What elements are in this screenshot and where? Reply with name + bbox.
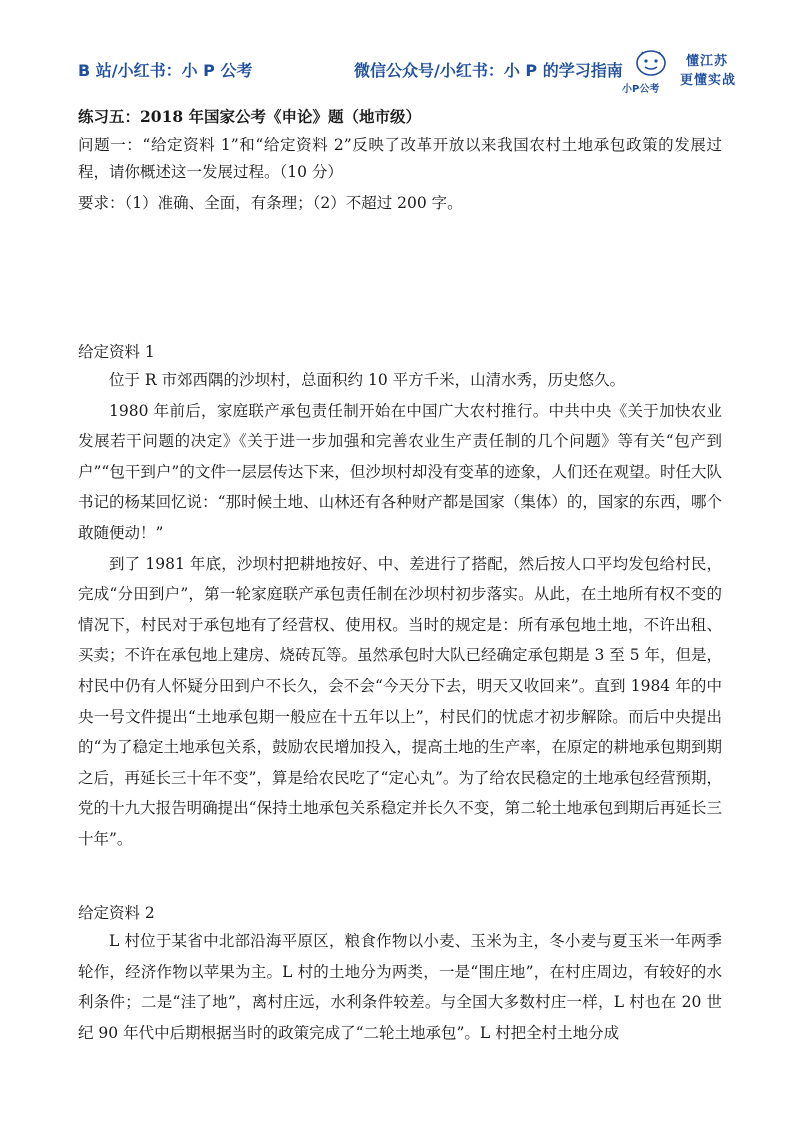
exercise-title: 练习五：2018 年国家公考《申论》题（地市级）: [78, 107, 422, 126]
material-2-title: 给定资料 2: [78, 904, 155, 922]
paragraph: L 村位于某省中北部沿海平原区，粮食作物以小麦、玉米为主，冬小麦与夏玉米一年两季轮作，经济作物以苹果为主。L 村的土地分为两类，一是“围庄地”，在村庄周边，有较好的水利条件；二是“洼了地”，离村庄远，水利条件较差。与全国大多数村庄一样，L 村也在 20 世纪 90 年代中后期根据当时的政策完成了“二轮土地承包”。L 村把全村土地分成: [78, 932, 722, 1042]
paragraph: 1980 年前后，家庭联产承包责任制开始在中国广大农村推行。中共中央《关于加快农业发展若干问题的决定》《关于进一步加强和完善农业生产责任制的几个问题》等有关“包产到户”“包干到户”的文件一层层传达下来，但沙坝村却没有变革的迹象，人们还在观望。时任大队书记的杨某回忆说：“那时候土地、山林还有各种财产都是国家（集体）的，国家的东西，哪个敢随便动！”: [78, 401, 722, 542]
question-text: 问题一：“给定资料 1”和“给定资料 2”反映了改革开放以来我国农村土地承包政策的发展过程，请你概述这一发展过程。（10 分）: [78, 136, 722, 181]
exercise-section: [78, 104, 722, 217]
header-left-text: B 站/小红书：小 P 公考: [78, 61, 253, 80]
logo-slogan-line2: 更懂实战: [680, 73, 737, 88]
logo-slogan: [680, 52, 737, 90]
logo-slogan-line1: 懂江苏: [686, 54, 729, 69]
paragraph: 到了 1981 年底，沙坝村把耕地按好、中、差进行了搭配，然后按人口平均发包给村民，完成“分田到户”，第一轮家庭联产承包责任制在沙坝村初步落实。从此，在土地所有权不变的情况下，村民对于承包地有了经营权、使用权。当时的规定是：所有承包地土地，不许出租、买卖；不许在承包地上建房、烧砖瓦等。虽然承包时大队已经确定承包期是 3 至 5 年，但是，村民中仍有人怀疑分田到户不长久，会不会“今天分下去，明天又收回来”。直到 1984 年的中央一号文件提出“土地承包期一般应在十五年以上”，村民们的忧虑才初步解除。而后中央提出的“为了稳定土地承包关系，鼓励农民增加投入，提高土地的生产率，在原定的耕地承包期到期之后，再延长三十年不变”，算是给农民吃了“定心丸”。为了给农民稳定的土地承包经营预期，党的十九大报告明确提出“保持土地承包关系稳定并长久不变，第二轮土地承包到期后再延长三十年”。: [78, 554, 722, 848]
page-header: [0, 0, 800, 100]
paragraph: 位于 R 市郊西隅的沙坝村，总面积约 10 平方千米，山清水秀，历史悠久。: [109, 371, 626, 389]
material-1-title: 给定资料 1: [78, 343, 155, 361]
header-right-text: 微信公众号/小红书：小 P 的学习指南: [354, 61, 623, 80]
brand-logo: [622, 48, 752, 94]
material-2: [78, 900, 722, 1048]
mascot-icon: [634, 48, 668, 78]
requirement-text: 要求：（1）准确、全面，有条理；（2）不超过 200 字。: [78, 194, 463, 212]
material-1: [78, 339, 722, 855]
logo-name: 小P公考: [622, 84, 660, 95]
